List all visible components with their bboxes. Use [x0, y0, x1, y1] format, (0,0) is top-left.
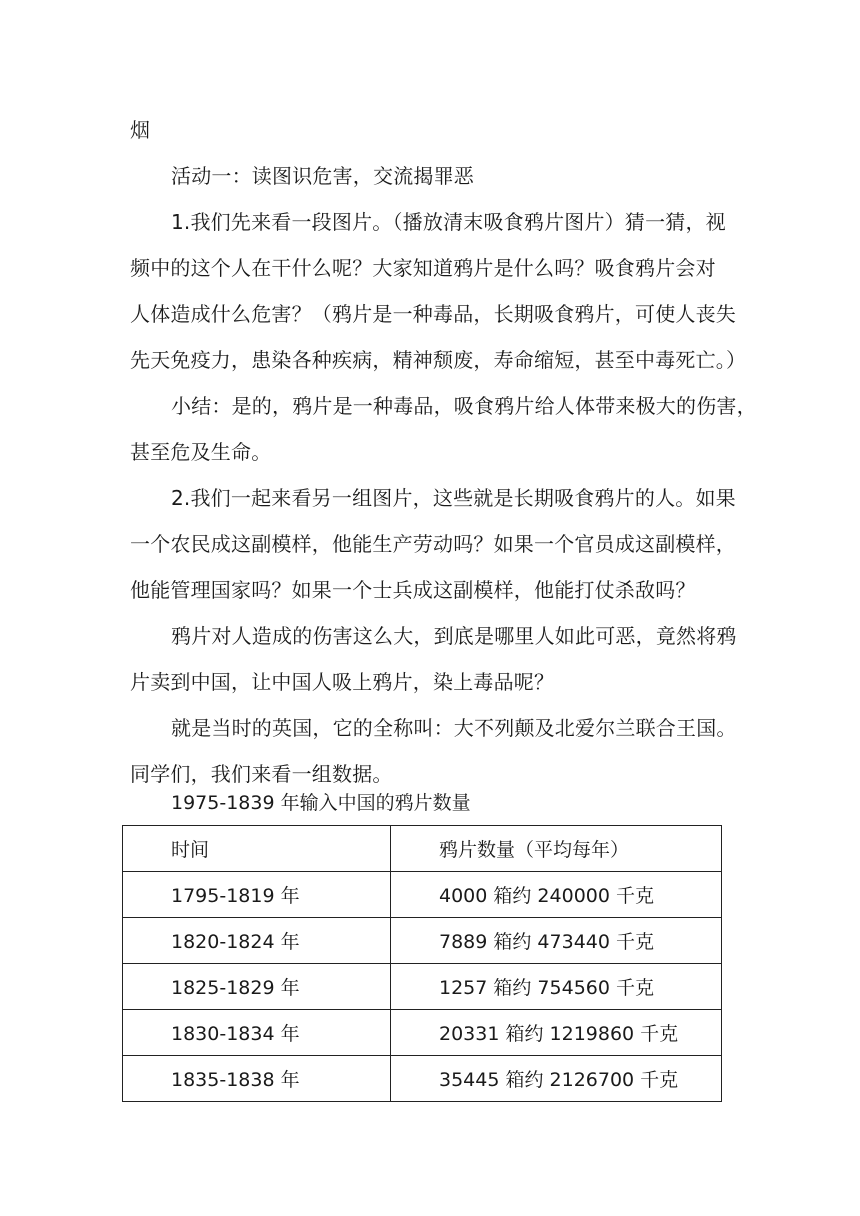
table-row — [123, 918, 722, 964]
table-row — [123, 1010, 722, 1056]
cell-period: 1835-1838 年 — [123, 1056, 391, 1102]
paragraph-line: 先天免疫力，患染各种疾病，精神颓废，寿命缩短，甚至中毒死亡。） — [130, 348, 747, 372]
cell-quantity: 1257 箱约 754560 千克 — [391, 964, 722, 1010]
opium-import-table — [122, 825, 722, 1102]
table-row — [123, 964, 722, 1010]
paragraph-line: 小结：是的，鸦片是一种毒品，吸食鸦片给人体带来极大的伤害， — [171, 394, 757, 418]
paragraph-line: 1.我们先来看一段图片。（播放清末吸食鸦片图片）猜一猜，视 — [171, 210, 726, 234]
cell-period: 1820-1824 年 — [123, 918, 391, 964]
header-quantity: 鸦片数量（平均每年） — [391, 826, 722, 872]
paragraph-line: 甚至危及生命。 — [130, 440, 272, 464]
paragraph-line: 2.我们一起来看另一组图片，这些就是长期吸食鸦片的人。如果 — [171, 486, 736, 510]
cell-quantity: 4000 箱约 240000 千克 — [391, 872, 722, 918]
paragraph-line: 片卖到中国，让中国人吸上鸦片，染上毒品呢？ — [130, 670, 555, 694]
cell-quantity: 35445 箱约 2126700 千克 — [391, 1056, 722, 1102]
table-row — [123, 1056, 722, 1102]
cell-period: 1830-1834 年 — [123, 1010, 391, 1056]
cell-period: 1795-1819 年 — [123, 872, 391, 918]
paragraph-fragment: 烟 — [130, 118, 151, 142]
paragraph-line: 频中的这个人在干什么呢？大家知道鸦片是什么吗？吸食鸦片会对 — [130, 256, 716, 280]
paragraph-line: 鸦片对人造成的伤害这么大，到底是哪里人如此可恶，竟然将鸦 — [171, 624, 737, 648]
cell-quantity: 7889 箱约 473440 千克 — [391, 918, 722, 964]
activity-heading: 活动一：读图识危害，交流揭罪恶 — [171, 164, 474, 188]
paragraph-line: 一个农民成这副模样，他能生产劳动吗？如果一个官员成这副模样， — [130, 532, 736, 556]
table-caption: 1975-1839 年输入中国的鸦片数量 — [171, 792, 471, 814]
header-time: 时间 — [123, 826, 391, 872]
paragraph-line: 人体造成什么危害？（鸦片是一种毒品，长期吸食鸦片，可使人丧失 — [130, 302, 736, 326]
cell-period: 1825-1829 年 — [123, 964, 391, 1010]
cell-quantity: 20331 箱约 1219860 千克 — [391, 1010, 722, 1056]
paragraph-line: 同学们，我们来看一组数据。 — [130, 762, 393, 786]
table-row — [123, 872, 722, 918]
table-header-row — [123, 826, 722, 872]
paragraph-line: 他能管理国家吗？如果一个士兵成这副模样，他能打仗杀敌吗？ — [130, 578, 696, 602]
paragraph-line: 就是当时的英国，它的全称叫：大不列颠及北爱尔兰联合王国。 — [171, 716, 737, 740]
